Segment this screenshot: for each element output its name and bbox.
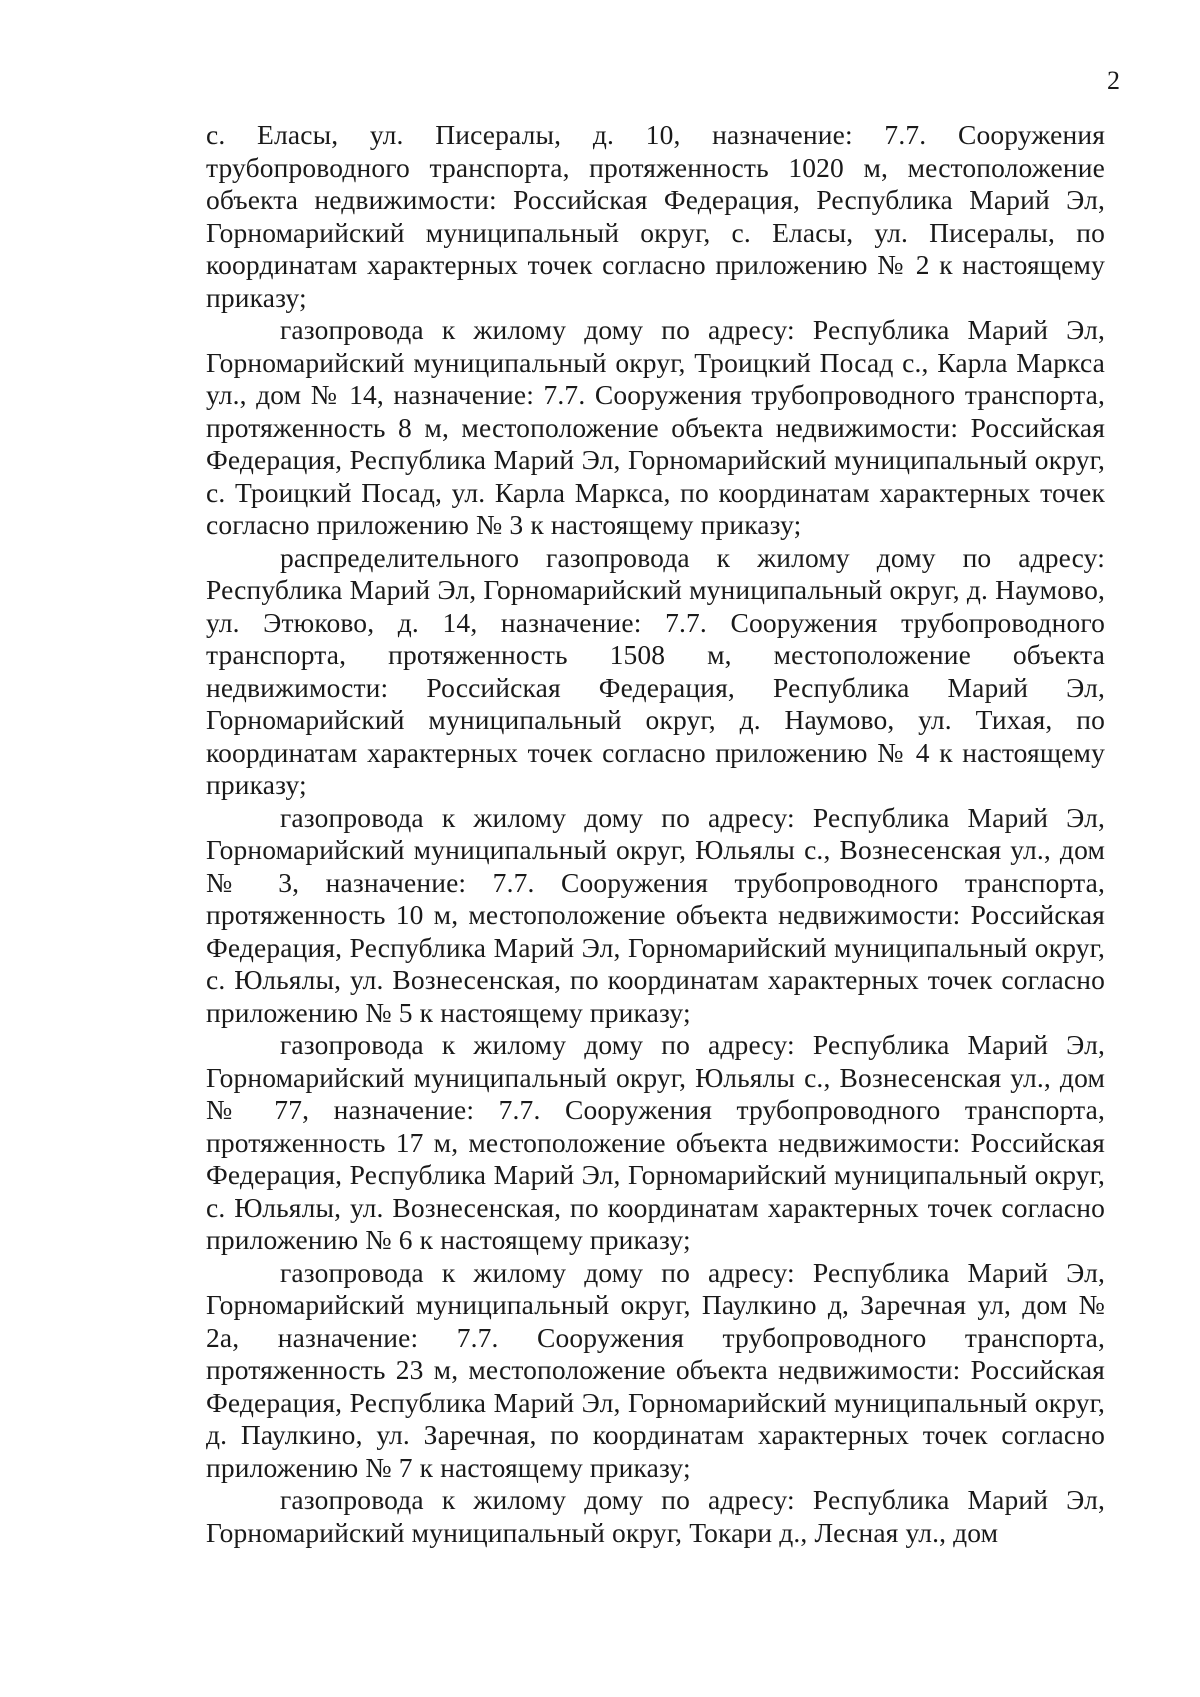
paragraph: газопровода к жилому дому по адресу: Республика Марий Эл, Горномарийский муниципальный округ, Паулкино д, Заречная ул, дом № 2а, назначение: 7.7. Сооружения трубопроводного транспорта, протяженность 23 м, местоположение объекта недвижимости: Российская Федерация, Республика Марий Эл, Горномарийский муниципальный округ, д. Паулкино, ул. Заречная, по координатам характерных точек согласно приложению № 7 к настоящему приказу;	[206, 1256, 1105, 1483]
document-body	[206, 119, 1105, 1549]
paragraph: газопровода к жилому дому по адресу: Республика Марий Эл, Горномарийский муниципальный округ, Троицкий Посад с., Карла Маркса ул., дом № 14, назначение: 7.7. Сооружения трубопроводного транспорта, протяженность 8 м, местоположение объекта недвижимости: Российская Федерация, Республика Марий Эл, Горномарийский муниципальный округ, с. Троицкий Посад, ул. Карла Маркса, по координатам характерных точек согласно приложению № 3 к настоящему приказу;	[206, 314, 1105, 540]
paragraph: с. Еласы, ул. Писералы, д. 10, назначение: 7.7. Сооружения трубопроводного транспорта, протяженность 1020 м, местоположение объекта недвижимости: Российская Федерация, Республика Марий Эл, Горномарийский муниципальный округ, с. Еласы, ул. Писералы, по координатам характерных точек согласно приложению № 2 к настоящему приказу;	[206, 119, 1105, 313]
paragraph: газопровода к жилому дому по адресу: Республика Марий Эл, Горномарийский муниципальный округ, Юльялы с., Вознесенская ул., дом № 3, назначение: 7.7. Сооружения трубопроводного транспорта, протяженность 10 м, местоположение объекта недвижимости: Российская Федерация, Республика Марий Эл, Горномарийский муниципальный округ, с. Юльялы, ул. Вознесенская, по координатам характерных точек согласно приложению № 5 к настоящему приказу;	[206, 801, 1105, 1028]
paragraph: газопровода к жилому дому по адресу: Республика Марий Эл, Горномарийский муниципальный округ, Токари д., Лесная ул., дом	[206, 1484, 1105, 1548]
paragraph: газопровода к жилому дому по адресу: Республика Марий Эл, Горномарийский муниципальный округ, Юльялы с., Вознесенская ул., дом № 77, назначение: 7.7. Сооружения трубопроводного транспорта, протяженность 17 м, местоположение объекта недвижимости: Российская Федерация, Республика Марий Эл, Горномарийский муниципальный округ, с. Юльялы, ул. Вознесенская, по координатам характерных точек согласно приложению № 6 к настоящему приказу;	[206, 1029, 1105, 1255]
paragraph: распределительного газопровода к жилому дому по адресу: Республика Марий Эл, Горномарийский муниципальный округ, д. Наумово, ул. Этюково, д. 14, назначение: 7.7. Сооружения трубопроводного транспорта, протяженность 1508 м, местоположение объекта недвижимости: Российская Федерация, Республика Марий Эл, Горномарийский муниципальный округ, д. Наумово, ул. Тихая, по координатам характерных точек согласно приложению № 4 к настоящему приказу;	[206, 541, 1105, 800]
page-number: 2	[1107, 66, 1120, 95]
